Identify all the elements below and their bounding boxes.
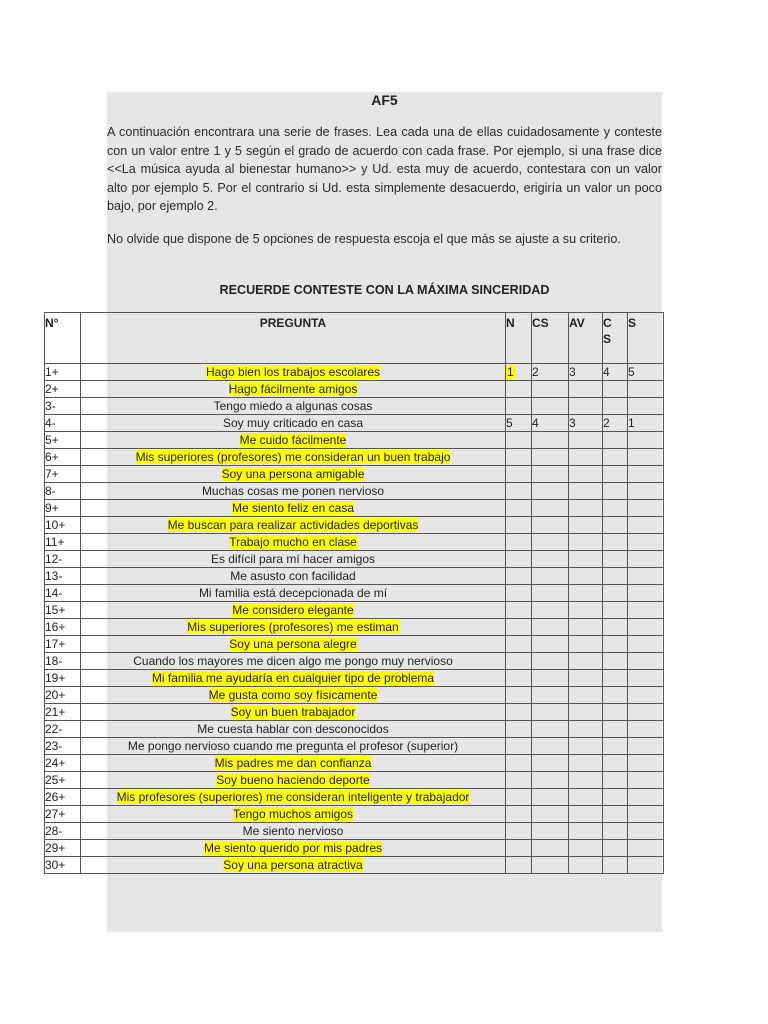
- table-row: [45, 534, 664, 551]
- row-number: 12-: [45, 551, 81, 568]
- question-text: Me considero elegante: [232, 603, 354, 617]
- question-text: Me cuido fácilmente: [239, 433, 347, 447]
- header-c: C S: [603, 313, 628, 364]
- answer-cell-s[interactable]: [628, 772, 664, 789]
- row-question-cell: [81, 534, 506, 551]
- row-number: 21+: [45, 704, 81, 721]
- answer-cell-av[interactable]: [569, 551, 603, 568]
- row-number: 2+: [45, 381, 81, 398]
- row-question-cell: [81, 670, 506, 687]
- answer-cell-n[interactable]: [506, 755, 532, 772]
- answer-cell-cs[interactable]: [532, 517, 569, 534]
- answer-cell-s[interactable]: [628, 721, 664, 738]
- row-question-cell: [81, 840, 506, 857]
- answer-cell-s[interactable]: [628, 789, 664, 806]
- document-title: AF5: [371, 92, 398, 108]
- answer-cell-n[interactable]: [506, 806, 532, 823]
- answer-cell-s[interactable]: [628, 381, 664, 398]
- table-row: [45, 364, 664, 381]
- questionnaire-body: [45, 364, 664, 874]
- answer-cell-n[interactable]: [506, 857, 532, 874]
- answer-cell-s[interactable]: [628, 500, 664, 517]
- row-number: 24+: [45, 755, 81, 772]
- answer-cell-av[interactable]: [569, 704, 603, 721]
- question-text: Soy una persona atractiva: [223, 858, 363, 872]
- answer-cell-av[interactable]: [569, 449, 603, 466]
- answer-cell-s[interactable]: [628, 568, 664, 585]
- answer-cell-n[interactable]: [506, 585, 532, 602]
- answer-cell-n[interactable]: [506, 449, 532, 466]
- row-question-cell: [81, 738, 506, 755]
- table-row: [45, 636, 664, 653]
- answer-value: 5: [506, 416, 513, 430]
- table-row: [45, 789, 664, 806]
- answer-cell-n[interactable]: [506, 840, 532, 857]
- answer-cell-cs[interactable]: [532, 636, 569, 653]
- answer-value: 4: [603, 365, 610, 379]
- row-number: 3-: [45, 398, 81, 415]
- answer-cell-cs[interactable]: [532, 534, 569, 551]
- answer-cell-s[interactable]: [628, 857, 664, 874]
- question-text: Tengo miedo a algunas cosas: [213, 399, 373, 413]
- answer-cell-c[interactable]: [603, 483, 628, 500]
- question-text: Mis padres me dan confianza: [214, 756, 372, 770]
- question-text: Trabajo mucho en clase: [229, 535, 357, 549]
- answer-cell-c[interactable]: [603, 806, 628, 823]
- table-row: [45, 432, 664, 449]
- row-number: 16+: [45, 619, 81, 636]
- row-question-cell: [81, 517, 506, 534]
- answer-cell-s[interactable]: [628, 449, 664, 466]
- answer-cell-s[interactable]: [628, 551, 664, 568]
- question-text: Soy bueno haciendo deporte: [216, 773, 370, 787]
- answer-cell-n[interactable]: [506, 517, 532, 534]
- note-paragraph: No olvide que dispone de 5 opciones de respuesta escoja el que más se ajuste a su criterio.: [107, 232, 621, 246]
- answer-cell-n[interactable]: [506, 398, 532, 415]
- answer-value: 1: [507, 365, 514, 379]
- answer-cell-c[interactable]: [603, 500, 628, 517]
- answer-cell-n[interactable]: [506, 432, 532, 449]
- row-question-cell: [81, 381, 506, 398]
- answer-cell-av[interactable]: [569, 806, 603, 823]
- answer-cell-c[interactable]: [603, 823, 628, 840]
- answer-cell-s[interactable]: [628, 619, 664, 636]
- header-number: N°: [45, 313, 81, 364]
- header-cs: CS: [532, 313, 569, 364]
- answer-cell-n[interactable]: [506, 687, 532, 704]
- answer-cell-cs[interactable]: [532, 602, 569, 619]
- answer-cell-n[interactable]: [506, 823, 532, 840]
- question-text: Me siento nervioso: [242, 824, 344, 838]
- question-text: Me buscan para realizar actividades deportivas: [167, 518, 419, 532]
- answer-value: 1: [628, 416, 635, 430]
- answer-cell-cs[interactable]: [532, 653, 569, 670]
- answer-cell-s[interactable]: [628, 704, 664, 721]
- answer-cell-c[interactable]: [603, 381, 628, 398]
- answer-cell-c[interactable]: [603, 398, 628, 415]
- row-question-cell: [81, 500, 506, 517]
- answer-cell-n[interactable]: [506, 721, 532, 738]
- questionnaire-table: [44, 312, 664, 874]
- answer-cell-cs[interactable]: [532, 381, 569, 398]
- instructions-paragraph: A continuación encontrara una serie de frases. Lea cada una de ellas cuidadosamente y conteste con un valor entre 1 y 5 según el grado de acuerdo con cada frase. Por ejemplo, si una frase dice <<La música ayuda al bienestar humano>> y Ud. esta muy de acuerdo, contestara con un valor alto por ejemplo 5. Por el contrario si Ud. esta simplemente desacuerdo, erigiría un valor un poco bajo, por ejemplo 2.: [107, 125, 662, 214]
- row-question-cell: [81, 755, 506, 772]
- row-number: 13-: [45, 568, 81, 585]
- answer-cell-n[interactable]: [506, 636, 532, 653]
- answer-cell-av[interactable]: [569, 398, 603, 415]
- question-text: Soy muy criticado en casa: [222, 416, 364, 430]
- table-row: [45, 806, 664, 823]
- row-number: 18-: [45, 653, 81, 670]
- answer-cell-s[interactable]: [628, 738, 664, 755]
- question-text: Hago bien los trabajos escolares: [205, 365, 381, 379]
- answer-cell-n[interactable]: [506, 653, 532, 670]
- answer-cell-av[interactable]: [569, 415, 603, 432]
- answer-cell-cs[interactable]: [532, 568, 569, 585]
- answer-cell-s[interactable]: [628, 840, 664, 857]
- row-number: 8-: [45, 483, 81, 500]
- answer-cell-av[interactable]: [569, 653, 603, 670]
- question-text: Hago fácilmente amigos: [228, 382, 358, 396]
- answer-cell-av[interactable]: [569, 738, 603, 755]
- answer-cell-av[interactable]: [569, 364, 603, 381]
- row-question-cell: [81, 585, 506, 602]
- answer-cell-av[interactable]: [569, 466, 603, 483]
- answer-value: 4: [532, 416, 539, 430]
- answer-value: 3: [569, 416, 576, 430]
- row-question-cell: [81, 806, 506, 823]
- row-number: 30+: [45, 857, 81, 874]
- answer-cell-s[interactable]: [628, 687, 664, 704]
- answer-cell-cs[interactable]: [532, 755, 569, 772]
- answer-cell-c[interactable]: [603, 789, 628, 806]
- row-question-cell: [81, 721, 506, 738]
- answer-cell-s[interactable]: [628, 755, 664, 772]
- answer-cell-n[interactable]: [506, 551, 532, 568]
- row-number: 27+: [45, 806, 81, 823]
- question-text: Cuando los mayores me dicen algo me pongo muy nervioso: [133, 654, 453, 668]
- answer-cell-s[interactable]: [628, 823, 664, 840]
- question-text: Soy una persona amigable: [221, 467, 365, 481]
- row-question-cell: [81, 568, 506, 585]
- row-question-cell: [81, 449, 506, 466]
- table-row: [45, 823, 664, 840]
- question-text: Soy una persona alegre: [229, 637, 357, 651]
- answer-cell-cs[interactable]: [532, 551, 569, 568]
- question-text: Muchas cosas me ponen nervioso: [201, 484, 385, 498]
- answer-cell-cs[interactable]: [532, 857, 569, 874]
- answer-cell-n[interactable]: [506, 738, 532, 755]
- answer-cell-n[interactable]: [506, 466, 532, 483]
- header-question: PREGUNTA: [81, 313, 506, 364]
- answer-cell-s[interactable]: [628, 398, 664, 415]
- answer-cell-n[interactable]: [506, 602, 532, 619]
- row-number: 19+: [45, 670, 81, 687]
- row-question-cell: [81, 364, 506, 381]
- answer-cell-s[interactable]: [628, 432, 664, 449]
- answer-cell-c[interactable]: [603, 772, 628, 789]
- table-row: [45, 398, 664, 415]
- answer-cell-cs[interactable]: [532, 738, 569, 755]
- question-text: Me asusto con facilidad: [230, 569, 356, 583]
- answer-cell-c[interactable]: [603, 585, 628, 602]
- table-row: [45, 466, 664, 483]
- row-number: 11+: [45, 534, 81, 551]
- table-row: [45, 500, 664, 517]
- answer-cell-s[interactable]: [628, 364, 664, 381]
- question-text: Mi familia me ayudaría en cualquier tipo de problema: [151, 671, 435, 685]
- answer-cell-av[interactable]: [569, 602, 603, 619]
- answer-value: 3: [569, 365, 576, 379]
- answer-cell-av[interactable]: [569, 534, 603, 551]
- row-number: 29+: [45, 840, 81, 857]
- row-number: 20+: [45, 687, 81, 704]
- row-question-cell: [81, 619, 506, 636]
- row-number: 1+: [45, 364, 81, 381]
- question-text: Es difícil para mí hacer amigos: [210, 552, 376, 566]
- row-question-cell: [81, 704, 506, 721]
- row-question-cell: [81, 687, 506, 704]
- table-row: [45, 602, 664, 619]
- table-row: [45, 687, 664, 704]
- answer-cell-s[interactable]: [628, 483, 664, 500]
- row-question-cell: [81, 398, 506, 415]
- question-text: Soy un buen trabajador: [230, 705, 356, 719]
- answer-cell-av[interactable]: [569, 619, 603, 636]
- answer-cell-c[interactable]: [603, 466, 628, 483]
- answer-cell-c[interactable]: [603, 670, 628, 687]
- question-text: Me pongo nervioso cuando me pregunta el profesor (superior): [127, 739, 459, 753]
- table-row: [45, 449, 664, 466]
- answer-cell-av[interactable]: [569, 789, 603, 806]
- row-number: 10+: [45, 517, 81, 534]
- header-av: AV: [569, 313, 603, 364]
- answer-cell-av[interactable]: [569, 568, 603, 585]
- answer-cell-s[interactable]: [628, 602, 664, 619]
- answer-cell-cs[interactable]: [532, 704, 569, 721]
- row-question-cell: [81, 415, 506, 432]
- answer-cell-cs[interactable]: [532, 721, 569, 738]
- table-row: [45, 704, 664, 721]
- answer-cell-av[interactable]: [569, 517, 603, 534]
- header-n: N: [506, 313, 532, 364]
- answer-cell-s[interactable]: [628, 585, 664, 602]
- answer-cell-cs[interactable]: [532, 432, 569, 449]
- answer-cell-c[interactable]: [603, 364, 628, 381]
- answer-cell-av[interactable]: [569, 585, 603, 602]
- table-row: [45, 857, 664, 874]
- row-number: 6+: [45, 449, 81, 466]
- answer-cell-cs[interactable]: [532, 840, 569, 857]
- table-row: [45, 755, 664, 772]
- answer-cell-c[interactable]: [603, 636, 628, 653]
- table-row: [45, 738, 664, 755]
- answer-cell-cs[interactable]: [532, 500, 569, 517]
- answer-cell-c[interactable]: [603, 551, 628, 568]
- answer-cell-av[interactable]: [569, 687, 603, 704]
- table-row: [45, 381, 664, 398]
- table-row: [45, 585, 664, 602]
- answer-cell-av[interactable]: [569, 432, 603, 449]
- answer-cell-c[interactable]: [603, 653, 628, 670]
- answer-cell-n[interactable]: [506, 364, 532, 381]
- row-question-cell: [81, 857, 506, 874]
- answer-cell-av[interactable]: [569, 721, 603, 738]
- answer-cell-c[interactable]: [603, 432, 628, 449]
- answer-cell-av[interactable]: [569, 483, 603, 500]
- answer-cell-c[interactable]: [603, 517, 628, 534]
- answer-cell-cs[interactable]: [532, 823, 569, 840]
- row-question-cell: [81, 551, 506, 568]
- row-number: 9+: [45, 500, 81, 517]
- answer-cell-av[interactable]: [569, 670, 603, 687]
- answer-cell-s[interactable]: [628, 534, 664, 551]
- question-text: Me siento querido por mis padres: [203, 841, 383, 855]
- row-number: 17+: [45, 636, 81, 653]
- answer-cell-c[interactable]: [603, 602, 628, 619]
- answer-cell-n[interactable]: [506, 670, 532, 687]
- row-number: 15+: [45, 602, 81, 619]
- row-question-cell: [81, 483, 506, 500]
- answer-cell-n[interactable]: [506, 381, 532, 398]
- answer-cell-av[interactable]: [569, 500, 603, 517]
- row-question-cell: [81, 602, 506, 619]
- table-row: [45, 840, 664, 857]
- header-s: S: [628, 313, 664, 364]
- row-number: 23-: [45, 738, 81, 755]
- table-row: [45, 721, 664, 738]
- answer-value: 2: [603, 416, 610, 430]
- question-text: Mis superiores (profesores) me estiman: [187, 620, 399, 634]
- answer-cell-c[interactable]: [603, 755, 628, 772]
- question-text: Me siento feliz en casa: [231, 501, 355, 515]
- row-question-cell: [81, 466, 506, 483]
- answer-cell-av[interactable]: [569, 636, 603, 653]
- answer-cell-av[interactable]: [569, 755, 603, 772]
- row-number: 22-: [45, 721, 81, 738]
- row-question-cell: [81, 789, 506, 806]
- answer-cell-av[interactable]: [569, 857, 603, 874]
- answer-cell-c[interactable]: [603, 534, 628, 551]
- question-text: Me gusta como soy físicamente: [208, 688, 378, 702]
- answer-cell-n[interactable]: [506, 619, 532, 636]
- table-row: [45, 483, 664, 500]
- answer-cell-n[interactable]: [506, 534, 532, 551]
- answer-cell-c[interactable]: [603, 738, 628, 755]
- row-number: 25+: [45, 772, 81, 789]
- answer-cell-c[interactable]: [603, 840, 628, 857]
- answer-cell-cs[interactable]: [532, 670, 569, 687]
- row-number: 4-: [45, 415, 81, 432]
- question-text: Me cuesta hablar con desconocidos: [197, 722, 389, 736]
- answer-cell-s[interactable]: [628, 806, 664, 823]
- row-question-cell: [81, 823, 506, 840]
- answer-cell-c[interactable]: [603, 415, 628, 432]
- row-number: 5+: [45, 432, 81, 449]
- answer-cell-av[interactable]: [569, 823, 603, 840]
- answer-cell-c[interactable]: [603, 704, 628, 721]
- answer-cell-c[interactable]: [603, 687, 628, 704]
- answer-cell-s[interactable]: [628, 653, 664, 670]
- question-text: Mi familia está decepcionada de mí: [198, 586, 388, 600]
- answer-cell-n[interactable]: [506, 789, 532, 806]
- answer-cell-s[interactable]: [628, 466, 664, 483]
- table-header-row: [45, 313, 664, 364]
- answer-cell-cs[interactable]: [532, 483, 569, 500]
- answer-cell-c[interactable]: [603, 619, 628, 636]
- answer-cell-av[interactable]: [569, 840, 603, 857]
- table-row: [45, 670, 664, 687]
- answer-cell-s[interactable]: [628, 415, 664, 432]
- answer-cell-cs[interactable]: [532, 585, 569, 602]
- answer-cell-cs[interactable]: [532, 772, 569, 789]
- question-text: Mis profesores (superiores) me consideran inteligente y trabajador: [116, 790, 470, 804]
- answer-cell-n[interactable]: [506, 772, 532, 789]
- answer-cell-c[interactable]: [603, 449, 628, 466]
- answer-cell-cs[interactable]: [532, 364, 569, 381]
- table-row: [45, 415, 664, 432]
- answer-cell-n[interactable]: [506, 704, 532, 721]
- row-number: 26+: [45, 789, 81, 806]
- row-question-cell: [81, 653, 506, 670]
- row-number: 7+: [45, 466, 81, 483]
- answer-cell-c[interactable]: [603, 568, 628, 585]
- table-row: [45, 772, 664, 789]
- answer-cell-c[interactable]: [603, 721, 628, 738]
- row-number: 28-: [45, 823, 81, 840]
- answer-cell-n[interactable]: [506, 415, 532, 432]
- table-row: [45, 568, 664, 585]
- answer-cell-cs[interactable]: [532, 619, 569, 636]
- answer-cell-s[interactable]: [628, 670, 664, 687]
- row-question-cell: [81, 432, 506, 449]
- answer-value: 5: [628, 365, 635, 379]
- answer-cell-n[interactable]: [506, 500, 532, 517]
- table-row: [45, 517, 664, 534]
- answer-cell-av[interactable]: [569, 772, 603, 789]
- answer-value: 2: [532, 365, 539, 379]
- answer-cell-cs[interactable]: [532, 789, 569, 806]
- answer-cell-c[interactable]: [603, 857, 628, 874]
- row-question-cell: [81, 636, 506, 653]
- answer-cell-cs[interactable]: [532, 466, 569, 483]
- answer-cell-n[interactable]: [506, 568, 532, 585]
- answer-cell-cs[interactable]: [532, 806, 569, 823]
- question-text: Mis superiores (profesores) me consideran un buen trabajo: [135, 450, 451, 464]
- table-row: [45, 551, 664, 568]
- answer-cell-s[interactable]: [628, 517, 664, 534]
- answer-cell-cs[interactable]: [532, 687, 569, 704]
- answer-cell-av[interactable]: [569, 381, 603, 398]
- answer-cell-cs[interactable]: [532, 415, 569, 432]
- answer-cell-cs[interactable]: [532, 398, 569, 415]
- row-number: 14-: [45, 585, 81, 602]
- question-text: Tengo muchos amigos: [232, 807, 354, 821]
- answer-cell-cs[interactable]: [532, 449, 569, 466]
- answer-cell-n[interactable]: [506, 483, 532, 500]
- row-question-cell: [81, 772, 506, 789]
- answer-cell-s[interactable]: [628, 636, 664, 653]
- reminder-heading: RECUERDE CONTESTE CON LA MÁXIMA SINCERIDAD: [219, 283, 550, 297]
- table-row: [45, 653, 664, 670]
- table-row: [45, 619, 664, 636]
